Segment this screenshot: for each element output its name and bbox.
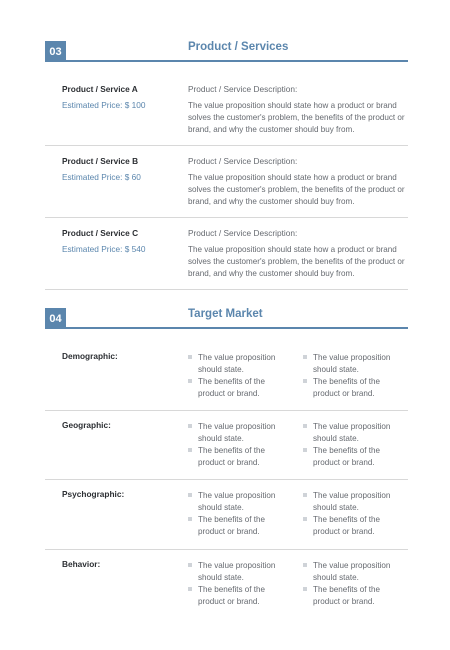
product-description: The value proposition should state how a product or brand solves the customer's problem, the benefits of the product or brand, and why the customer should buy from. [188, 101, 405, 134]
bullet-list [188, 352, 288, 400]
market-row-psychographic [45, 479, 408, 548]
section-number: 04 [45, 308, 66, 329]
bullet-text: The benefits of the product or brand. [313, 446, 381, 467]
list-item [303, 560, 403, 584]
market-row-demographic [45, 341, 408, 410]
bullet-text: The benefits of the product or brand. [313, 515, 381, 536]
bullet-list [188, 560, 288, 608]
market-label: Behavior: [62, 559, 101, 569]
market-label: Psychographic: [62, 489, 125, 499]
row-divider [45, 289, 408, 290]
bullet-icon [303, 355, 307, 359]
bullet-list [303, 490, 403, 538]
product-price: Estimated Price: $ 100 [62, 100, 146, 110]
bullet-icon [188, 587, 192, 591]
list-item [188, 584, 288, 608]
bullet-text: The value proposition should state. [198, 422, 276, 443]
bullet-text: The value proposition should state. [313, 491, 391, 512]
bullet-text: The benefits of the product or brand. [313, 377, 381, 398]
bullet-text: The benefits of the product or brand. [198, 446, 266, 467]
list-item [188, 514, 288, 538]
list-item [188, 490, 288, 514]
bullet-list [303, 421, 403, 469]
product-price: Estimated Price: $ 60 [62, 172, 141, 182]
bullet-text: The value proposition should state. [198, 491, 276, 512]
list-item [188, 445, 288, 469]
bullet-icon [303, 587, 307, 591]
product-description-label: Product / Service Description: [188, 228, 298, 238]
bullet-icon [188, 563, 192, 567]
bullet-text: The value proposition should state. [313, 561, 391, 582]
product-row [45, 73, 408, 145]
list-item [188, 352, 288, 376]
bullet-icon [188, 379, 192, 383]
product-name: Product / Service C [62, 228, 139, 238]
product-name: Product / Service B [62, 156, 139, 166]
bullet-icon [303, 493, 307, 497]
bullet-list [303, 560, 403, 608]
section-title: Target Market [188, 308, 263, 320]
product-row [45, 145, 408, 217]
product-row [45, 217, 408, 289]
bullet-text: The value proposition should state. [198, 561, 276, 582]
list-item [303, 421, 403, 445]
list-item [303, 490, 403, 514]
product-description: The value proposition should state how a product or brand solves the customer's problem, the benefits of the product or brand, and why the customer should buy from. [188, 173, 405, 206]
section-divider [45, 60, 408, 62]
product-description-label: Product / Service Description: [188, 156, 298, 166]
bullet-text: The value proposition should state. [313, 422, 391, 443]
bullet-text: The benefits of the product or brand. [198, 515, 266, 536]
bullet-icon [303, 424, 307, 428]
bullet-text: The benefits of the product or brand. [198, 377, 266, 398]
market-label: Demographic: [62, 351, 118, 361]
bullet-icon [188, 517, 192, 521]
market-label: Geographic: [62, 420, 111, 430]
bullet-text: The value proposition should state. [198, 353, 276, 374]
section-divider [45, 327, 408, 329]
bullet-text: The benefits of the product or brand. [313, 585, 381, 606]
section-header-market [45, 308, 408, 328]
product-description: The value proposition should state how a product or brand solves the customer's problem, the benefits of the product or brand, and why the customer should buy from. [188, 245, 405, 278]
market-row-behavior [45, 549, 408, 618]
list-item [188, 421, 288, 445]
market-row-geographic [45, 410, 408, 479]
bullet-icon [188, 355, 192, 359]
bullet-text: The benefits of the product or brand. [198, 585, 266, 606]
bullet-list [303, 352, 403, 400]
product-price: Estimated Price: $ 540 [62, 244, 146, 254]
bullet-icon [188, 424, 192, 428]
section-header-products [45, 41, 408, 61]
product-description-label: Product / Service Description: [188, 84, 298, 94]
list-item [303, 584, 403, 608]
list-item [188, 376, 288, 400]
section-number: 03 [45, 41, 66, 62]
bullet-icon [303, 448, 307, 452]
list-item [303, 514, 403, 538]
product-name: Product / Service A [62, 84, 138, 94]
bullet-list [188, 421, 288, 469]
bullet-text: The value proposition should state. [313, 353, 391, 374]
list-item [188, 560, 288, 584]
list-item [303, 376, 403, 400]
bullet-icon [188, 448, 192, 452]
bullet-icon [303, 563, 307, 567]
bullet-list [188, 490, 288, 538]
bullet-icon [303, 379, 307, 383]
section-title: Product / Services [188, 41, 289, 53]
list-item [303, 352, 403, 376]
bullet-icon [303, 517, 307, 521]
bullet-icon [188, 493, 192, 497]
list-item [303, 445, 403, 469]
